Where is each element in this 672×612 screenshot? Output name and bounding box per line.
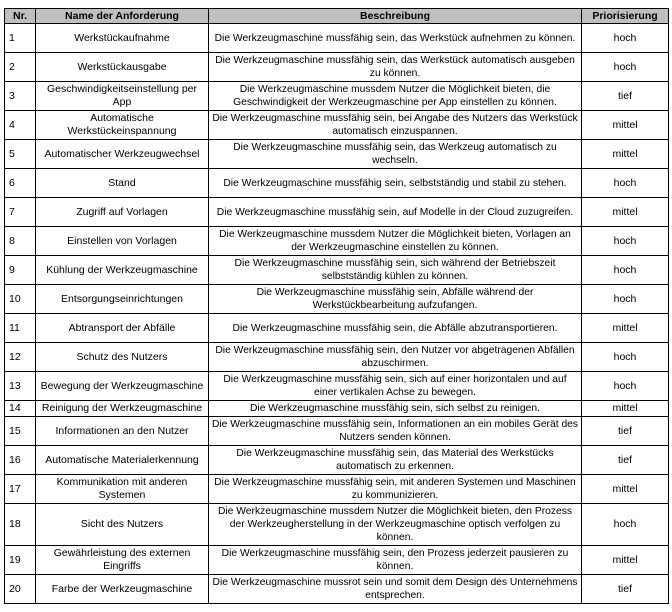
- row-nr: 11: [5, 314, 36, 343]
- row-name: Einstellen von Vorlagen: [36, 227, 209, 256]
- row-nr: 16: [5, 446, 36, 475]
- row-description: Die Werkzeugmaschine mussdem Nutzer die Möglichkeit bieten, die Geschwindigkeit der Werkzeugmaschine per App einstellen zu können.: [209, 82, 582, 111]
- row-description: Die Werkzeugmaschine mussfähig sein, das Werkstück automatisch ausgeben zu können.: [209, 53, 582, 82]
- table-row: [5, 417, 669, 446]
- row-name: Informationen an den Nutzer: [36, 417, 209, 446]
- table-row: [5, 111, 669, 140]
- row-priority: tief: [582, 575, 669, 604]
- table-row: [5, 169, 669, 198]
- table-row: [5, 24, 669, 53]
- table-row: [5, 575, 669, 604]
- row-description: Die Werkzeugmaschine mussfähig sein, mit anderen Systemen und Maschinen zu kommunizieren.: [209, 475, 582, 504]
- row-nr: 18: [5, 504, 36, 546]
- table-row: [5, 256, 669, 285]
- table-row: [5, 53, 669, 82]
- header-row: [5, 9, 669, 24]
- row-priority: mittel: [582, 111, 669, 140]
- row-nr: 15: [5, 417, 36, 446]
- row-nr: 1: [5, 24, 36, 53]
- table-body: [5, 24, 669, 604]
- row-name: Farbe der Werkzeugmaschine: [36, 575, 209, 604]
- requirements-table-container: [4, 8, 669, 604]
- row-description: Die Werkzeugmaschine mussdem Nutzer die Möglichkeit bieten, den Prozess der Werkzeugherstellung in der Werkzeugmaschine optisch verfolgen zu können.: [209, 504, 582, 546]
- row-description: Die Werkzeugmaschine mussfähig sein, das Material des Werkstücks automatisch zu erkennen.: [209, 446, 582, 475]
- row-nr: 17: [5, 475, 36, 504]
- table-row: [5, 372, 669, 401]
- row-nr: 14: [5, 401, 36, 417]
- row-name: Kommunikation mit anderen Systemen: [36, 475, 209, 504]
- table-row: [5, 140, 669, 169]
- row-name: Stand: [36, 169, 209, 198]
- row-nr: 8: [5, 227, 36, 256]
- row-priority: tief: [582, 417, 669, 446]
- table-row: [5, 343, 669, 372]
- row-priority: tief: [582, 446, 669, 475]
- row-name: Sicht des Nutzers: [36, 504, 209, 546]
- row-name: Geschwindigkeitseinstellung per App: [36, 82, 209, 111]
- row-description: Die Werkzeugmaschine mussfähig sein, sich selbst zu reinigen.: [209, 401, 582, 417]
- row-priority: hoch: [582, 24, 669, 53]
- row-priority: hoch: [582, 227, 669, 256]
- row-name: Automatische Werkstückeinspannung: [36, 111, 209, 140]
- row-priority: tief: [582, 82, 669, 111]
- row-description: Die Werkzeugmaschine mussfähig sein, selbstständig und stabil zu stehen.: [209, 169, 582, 198]
- row-name: Schutz des Nutzers: [36, 343, 209, 372]
- row-nr: 6: [5, 169, 36, 198]
- row-name: Werkstückaufnahme: [36, 24, 209, 53]
- row-priority: hoch: [582, 343, 669, 372]
- row-description: Die Werkzeugmaschine mussrot sein und somit dem Design des Unternehmens entsprechen.: [209, 575, 582, 604]
- header-priority: Priorisierung: [582, 9, 669, 24]
- row-name: Zugriff auf Vorlagen: [36, 198, 209, 227]
- row-description: Die Werkzeugmaschine mussfähig sein, das Werkzeug automatisch zu wechseln.: [209, 140, 582, 169]
- row-priority: mittel: [582, 198, 669, 227]
- table-row: [5, 314, 669, 343]
- table-row: [5, 546, 669, 575]
- row-nr: 20: [5, 575, 36, 604]
- table-row: [5, 227, 669, 256]
- table-row: [5, 285, 669, 314]
- table-row: [5, 82, 669, 111]
- row-priority: mittel: [582, 140, 669, 169]
- row-name: Werkstückausgabe: [36, 53, 209, 82]
- row-description: Die Werkzeugmaschine mussfähig sein, auf Modelle in der Cloud zuzugreifen.: [209, 198, 582, 227]
- row-priority: hoch: [582, 285, 669, 314]
- row-description: Die Werkzeugmaschine mussdem Nutzer die Möglichkeit bieten, Vorlagen an der Werkzeugmaschine einstellen zu können.: [209, 227, 582, 256]
- row-nr: 13: [5, 372, 36, 401]
- row-name: Automatischer Werkzeugwechsel: [36, 140, 209, 169]
- row-description: Die Werkzeugmaschine mussfähig sein, sich auf einer horizontalen und auf einer vertikalen Achse zu bewegen.: [209, 372, 582, 401]
- row-name: Automatische Materialerkennung: [36, 446, 209, 475]
- table-row: [5, 198, 669, 227]
- row-priority: mittel: [582, 546, 669, 575]
- header-nr: Nr.: [5, 9, 36, 24]
- row-description: Die Werkzeugmaschine mussfähig sein, sich während der Betriebszeit selbstständig kühlen zu können.: [209, 256, 582, 285]
- row-description: Die Werkzeugmaschine mussfähig sein, den Nutzer vor abgetragenen Abfällen abzuschirmen.: [209, 343, 582, 372]
- row-priority: mittel: [582, 475, 669, 504]
- table-row: [5, 504, 669, 546]
- header-description: Beschreibung: [209, 9, 582, 24]
- row-priority: mittel: [582, 314, 669, 343]
- row-nr: 3: [5, 82, 36, 111]
- row-nr: 19: [5, 546, 36, 575]
- row-description: Die Werkzeugmaschine mussfähig sein, das Werkstück aufnehmen zu können.: [209, 24, 582, 53]
- header-name: Name der Anforderung: [36, 9, 209, 24]
- row-name: Kühlung der Werkzeugmaschine: [36, 256, 209, 285]
- row-name: Reinigung der Werkzeugmaschine: [36, 401, 209, 417]
- table-row: [5, 446, 669, 475]
- row-description: Die Werkzeugmaschine mussfähig sein, den Prozess jederzeit pausieren zu können.: [209, 546, 582, 575]
- row-priority: hoch: [582, 169, 669, 198]
- row-nr: 5: [5, 140, 36, 169]
- row-description: Die Werkzeugmaschine mussfähig sein, Abfälle während der Werkstückbearbeitung aufzufangen.: [209, 285, 582, 314]
- row-nr: 12: [5, 343, 36, 372]
- row-priority: hoch: [582, 504, 669, 546]
- table-row: [5, 475, 669, 504]
- row-priority: hoch: [582, 256, 669, 285]
- requirements-table: [4, 8, 669, 604]
- row-nr: 2: [5, 53, 36, 82]
- row-nr: 9: [5, 256, 36, 285]
- row-priority: hoch: [582, 53, 669, 82]
- row-name: Entsorgungseinrichtungen: [36, 285, 209, 314]
- row-nr: 10: [5, 285, 36, 314]
- row-priority: mittel: [582, 401, 669, 417]
- row-description: Die Werkzeugmaschine mussfähig sein, Informationen an ein mobiles Gerät des Nutzers senden können.: [209, 417, 582, 446]
- row-description: Die Werkzeugmaschine mussfähig sein, die Abfälle abzutransportieren.: [209, 314, 582, 343]
- row-name: Abtransport der Abfälle: [36, 314, 209, 343]
- row-priority: hoch: [582, 372, 669, 401]
- row-nr: 4: [5, 111, 36, 140]
- row-nr: 7: [5, 198, 36, 227]
- row-name: Bewegung der Werkzeugmaschine: [36, 372, 209, 401]
- table-row: [5, 401, 669, 417]
- row-name: Gewährleistung des externen Eingriffs: [36, 546, 209, 575]
- row-description: Die Werkzeugmaschine mussfähig sein, bei Angabe des Nutzers das Werkstück automatisch einzuspannen.: [209, 111, 582, 140]
